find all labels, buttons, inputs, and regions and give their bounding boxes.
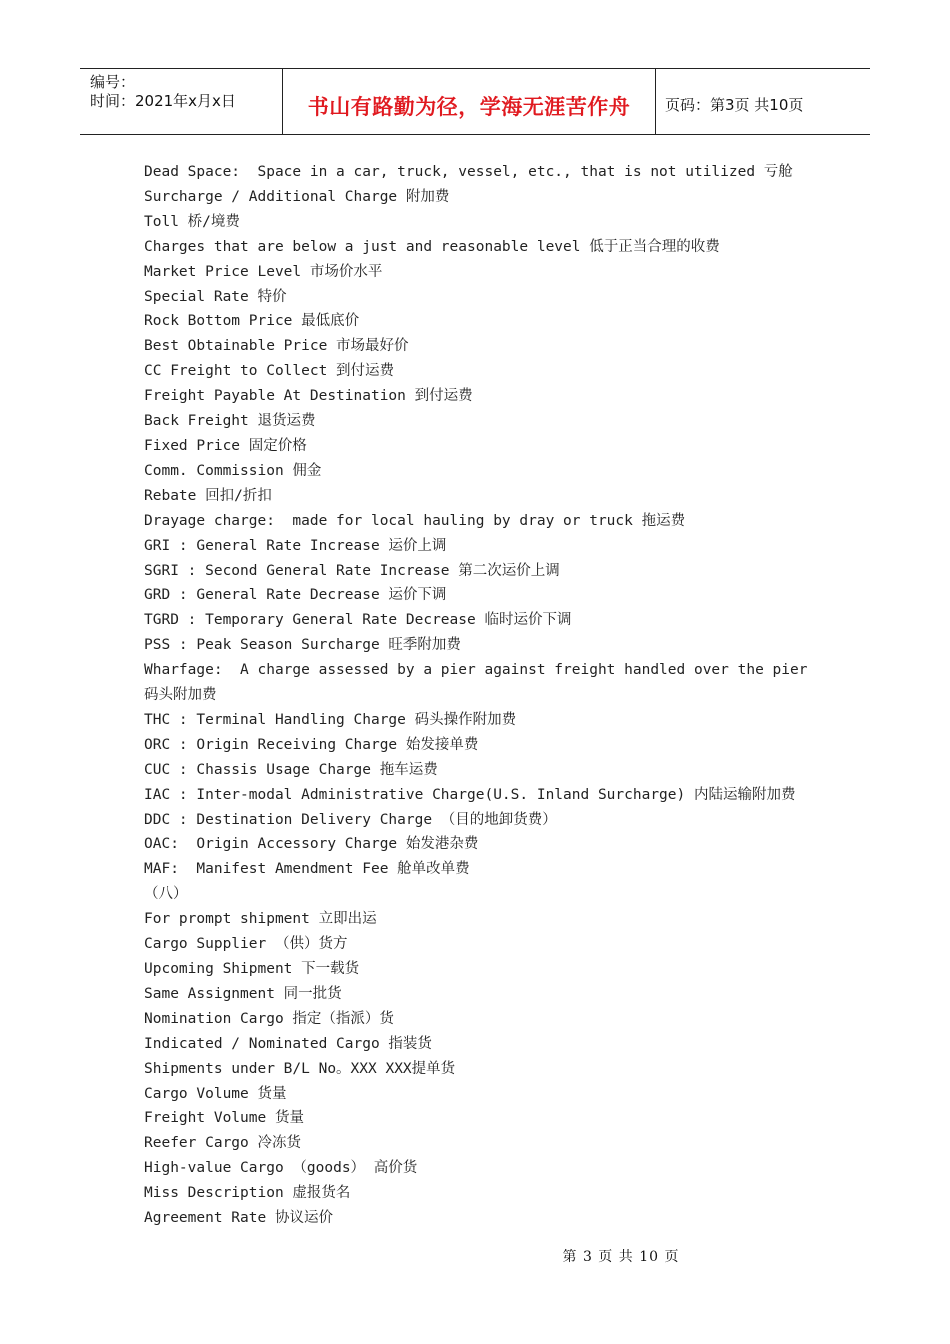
glossary-line: Best Obtainable Price 市场最好价 xyxy=(144,338,409,355)
glossary-line: Cargo Supplier （供）货方 xyxy=(144,936,348,953)
glossary-line: Reefer Cargo 冷冻货 xyxy=(144,1135,301,1152)
glossary-line: Freight Volume 货量 xyxy=(144,1110,304,1127)
page-header xyxy=(80,68,870,135)
glossary-line: Agreement Rate 协议运价 xyxy=(144,1210,333,1227)
footer-page-number: 第 3 页 共 10 页 xyxy=(562,1249,680,1265)
header-page-indicator: 页码：第3页 共10页 xyxy=(665,96,804,114)
header-meta xyxy=(90,73,236,111)
glossary-line: SGRI : Second General Rate Increase 第二次运价上调 xyxy=(144,562,560,579)
glossary-line: Surcharge / Additional Charge 附加费 xyxy=(144,188,450,205)
glossary-line: CC Freight to Collect 到付运费 xyxy=(144,363,395,380)
glossary-line: Rebate 回扣/折扣 xyxy=(144,487,272,504)
glossary-line: Upcoming Shipment 下一载货 xyxy=(144,961,360,977)
glossary-line: Miss Description 虚报货名 xyxy=(144,1185,351,1202)
glossary-body xyxy=(144,160,817,1231)
glossary-line: （八） xyxy=(144,886,188,903)
glossary-line: Fixed Price 固定价格 xyxy=(144,437,307,454)
glossary-line: Drayage charge: made for local hauling by dray or truck 拖运费 xyxy=(144,512,686,529)
glossary-line: Comm. Commission 佣金 xyxy=(144,462,322,479)
glossary-line: Toll 桥/境费 xyxy=(144,213,240,230)
document-number-label: 编号： xyxy=(90,73,136,91)
header-divider-right xyxy=(655,69,656,135)
glossary-line: Special Rate 特价 xyxy=(144,288,287,305)
document-date: 时间：2021年x月x日 xyxy=(90,92,236,110)
glossary-line: PSS : Peak Season Surcharge 旺季附加费 xyxy=(144,637,461,654)
glossary-line: OAC: Origin Accessory Charge 始发港杂费 xyxy=(144,836,479,853)
glossary-line: TGRD : Temporary General Rate Decrease 临时运价下调 xyxy=(144,612,572,629)
glossary-line: CUC : Chassis Usage Charge 拖车运费 xyxy=(144,761,438,778)
glossary-line: IAC : Inter-modal Administrative Charge(U.S. Inland Surcharge) 内陆运输附加费 xyxy=(144,786,796,803)
glossary-line: Wharfage: A charge assessed by a pier against freight handled over the pier 码头附加费 xyxy=(144,662,817,704)
glossary-line: Shipments under B/L No。XXX XXX提单货 xyxy=(144,1060,456,1077)
glossary-line: High-value Cargo （goods） 高价货 xyxy=(144,1160,418,1177)
glossary-line: DDC : Destination Delivery Charge （目的地卸货费） xyxy=(144,811,557,828)
glossary-line: Indicated / Nominated Cargo 指装货 xyxy=(144,1035,432,1052)
glossary-line: ORC : Origin Receiving Charge 始发接单费 xyxy=(144,736,479,753)
glossary-line: MAF: Manifest Amendment Fee 舱单改单费 xyxy=(144,861,470,878)
glossary-line: Freight Payable At Destination 到付运费 xyxy=(144,388,473,405)
glossary-line: Same Assignment 同一批货 xyxy=(144,985,342,1002)
glossary-line: For prompt shipment 立即出运 xyxy=(144,911,377,928)
glossary-line: THC : Terminal Handling Charge 码头操作附加费 xyxy=(144,711,517,728)
glossary-line: Rock Bottom Price 最低底价 xyxy=(144,313,360,330)
glossary-line: Nomination Cargo 指定（指派）货 xyxy=(144,1010,394,1027)
glossary-line: GRI : General Rate Increase 运价上调 xyxy=(144,537,447,554)
page-footer xyxy=(0,1246,950,1266)
header-motto: 书山有路勤为径，学海无涯苦作舟 xyxy=(307,95,631,119)
glossary-line: Market Price Level 市场价水平 xyxy=(144,263,383,280)
glossary-line: Cargo Volume 货量 xyxy=(144,1085,287,1102)
glossary-line: Dead Space: Space in a car, truck, vessel, etc., that is not utilized 亏舱 xyxy=(144,164,793,180)
glossary-line: Back Freight 退货运费 xyxy=(144,413,316,430)
glossary-line: Charges that are below a just and reasonable level 低于正当合理的收费 xyxy=(144,238,720,255)
glossary-line: GRD : General Rate Decrease 运价下调 xyxy=(144,587,447,604)
